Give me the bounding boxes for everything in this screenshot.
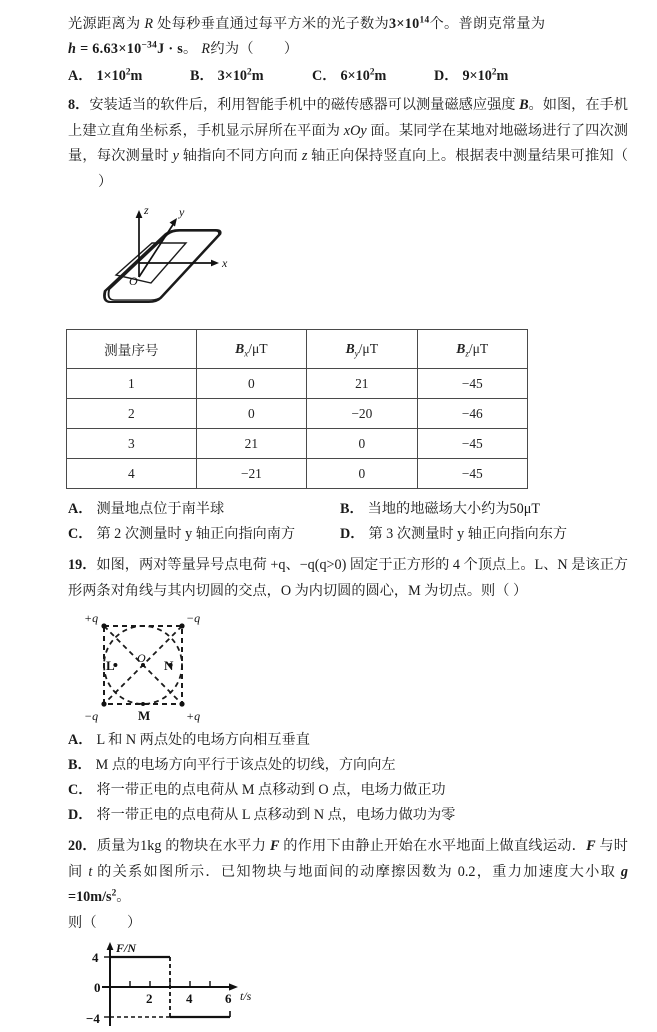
cell-bx: −21	[196, 459, 306, 489]
q7-option-c-text: 6×10	[340, 68, 370, 84]
q20-then-line	[68, 911, 628, 936]
q8-figure-phone	[82, 201, 628, 319]
th-bx-unit: /μT	[248, 341, 268, 356]
charge-dot-bottom-left	[101, 701, 106, 706]
label-point-M: M	[138, 708, 151, 723]
q8-var-xOy: xOy	[343, 122, 367, 139]
q20-then-close: ）	[126, 914, 142, 931]
q20-var-F2: F	[586, 838, 596, 854]
phone-outline-inner	[109, 231, 220, 300]
measurement-table	[66, 329, 528, 489]
q19-option-a[interactable]	[68, 728, 628, 753]
q8-option-a-label: A．	[68, 501, 93, 517]
cell-bx: 0	[196, 399, 306, 429]
q7-var-R: R	[144, 16, 154, 32]
q19-options	[68, 728, 628, 828]
charge-dot-top-right	[179, 623, 184, 628]
q20-number: 20．	[68, 838, 97, 854]
q8-option-d-text: 第 3 次测量时 y 轴正向指向东方	[368, 526, 568, 542]
phone-axes-svg	[82, 201, 312, 319]
q19-option-b-label: B．	[68, 757, 92, 773]
th-bz-sub: z	[465, 348, 469, 359]
table-row	[67, 369, 528, 399]
th-bx-sub: x	[244, 348, 249, 359]
th-by-sym: B	[345, 341, 355, 356]
q7-h-exp: −34	[141, 40, 158, 51]
cell-bx: 0	[196, 369, 306, 399]
q20-figure-graph	[80, 942, 628, 1032]
q19-option-c-label: C．	[68, 782, 93, 798]
table-row	[67, 399, 528, 429]
cell-index: 3	[67, 429, 197, 459]
force-time-chart-svg	[80, 942, 320, 1032]
q19-figure-square	[76, 612, 628, 724]
label-point-N: N	[164, 658, 174, 673]
chart-y-arrow	[107, 942, 114, 950]
q8-text-5: 轴正向保持竖直向上。根据表中测量结果可推知（	[307, 148, 628, 164]
th-by-unit: /μT	[358, 341, 379, 356]
q7-option-c-exp: 2	[369, 67, 375, 78]
q7-option-c-label: C．	[312, 68, 337, 84]
q8-option-d[interactable]	[340, 522, 567, 547]
q8-number: 8．	[68, 97, 90, 113]
q7-option-a-exp: 2	[125, 67, 131, 78]
q19-option-d-text: 将一带正电的点电荷从 L 点移动到 N 点，电场力做功为零	[96, 807, 456, 823]
q7-option-b[interactable]	[190, 64, 312, 89]
q8-options	[68, 497, 628, 547]
chart-ylabel: F/N	[116, 941, 137, 955]
cell-bz: −45	[417, 369, 527, 399]
q7-var-R2: R	[201, 41, 211, 57]
q8-text-2: 。如图，在手机上建立直角坐标系，手机显示屏所在平面为	[68, 97, 628, 139]
cell-bz: −46	[417, 399, 527, 429]
th-bx	[196, 330, 306, 369]
origin-label: O	[129, 274, 138, 288]
chart-x-arrow	[229, 983, 238, 990]
q7-h-value: = 6.63×10	[80, 41, 142, 57]
q7-var-h: h	[68, 41, 77, 57]
th-bz-unit: /μT	[468, 341, 489, 356]
q7-line-2	[68, 37, 628, 62]
q7-option-d-unit: m	[496, 68, 509, 84]
q8-option-b[interactable]	[340, 497, 540, 522]
q19-option-c-text: 将一带正电的点电荷从 M 点移动到 O 点，电场力做正功	[96, 782, 446, 798]
q7-option-d-label: D．	[434, 68, 459, 84]
label-charge-bottom-right: +q	[186, 709, 201, 723]
q19-number: 19．	[68, 557, 97, 573]
label-charge-bottom-left: −q	[84, 709, 99, 723]
q7-value: 3×10	[388, 16, 420, 32]
q7-option-b-unit: m	[251, 68, 264, 84]
q20-text-2: 的作用下由静止开始在水平地面上做直线运动．	[279, 838, 587, 854]
cell-bx: 21	[196, 429, 306, 459]
cell-by: −20	[307, 399, 417, 429]
cell-by: 21	[307, 369, 417, 399]
axis-z-arrow	[136, 210, 143, 218]
q7-option-a-label: A．	[68, 68, 93, 84]
table-header-row	[67, 330, 528, 369]
th-by	[307, 330, 417, 369]
q19-option-c[interactable]	[68, 778, 628, 803]
q19-option-a-label: A．	[68, 732, 93, 748]
chart-ytick-neg4: −4	[86, 1010, 100, 1026]
cell-index: 4	[67, 459, 197, 489]
q8-option-a[interactable]	[68, 497, 340, 522]
q7-text-a: 光源距离为	[68, 16, 141, 32]
q8-option-c-label: C．	[68, 526, 93, 542]
chart-ytick-0: 0	[94, 979, 101, 995]
q7-option-d-exp: 2	[491, 67, 497, 78]
q8-stem	[68, 93, 628, 195]
square-charges-svg	[76, 612, 256, 724]
cell-by: 0	[307, 429, 417, 459]
q7-paren-close: ）	[283, 41, 299, 57]
q20-var-g: g	[620, 863, 628, 880]
q20-text-6: 。	[116, 889, 131, 905]
cell-bz: −45	[417, 459, 527, 489]
q20-text-3: 与时间	[68, 838, 628, 880]
q20-text-5: =10m/s	[68, 889, 112, 905]
th-bz-sym: B	[456, 341, 466, 356]
q8-text-4: 轴指向不同方向而	[178, 148, 302, 164]
q7-option-b-exp: 2	[247, 67, 252, 78]
axis-z-label: z	[144, 203, 149, 217]
q19-stem	[68, 553, 628, 604]
q19-option-b-text: M 点的电场方向平行于该点处的切线，方向向左	[95, 757, 396, 773]
q7-option-d-text: 9×10	[462, 68, 492, 84]
q7-option-a-unit: m	[130, 68, 143, 84]
q8-option-c-text: 第 2 次测量时 y 轴正向指向南方	[96, 526, 296, 542]
charge-dot-top-left	[101, 623, 106, 628]
cell-index: 2	[67, 399, 197, 429]
axis-x-label: x	[222, 256, 228, 270]
q8-option-d-label: D．	[340, 526, 365, 542]
q7-option-c-unit: m	[374, 68, 387, 84]
table-body	[67, 369, 528, 489]
label-point-L: L	[106, 658, 115, 673]
table-row	[67, 459, 528, 489]
axis-y-label: y	[179, 205, 185, 219]
point-dot-M	[141, 702, 145, 706]
q8-option-b-label: B．	[340, 501, 364, 517]
q19-option-d-label: D．	[68, 807, 93, 823]
chart-xtick-2: 2	[146, 990, 153, 1006]
th-bz	[417, 330, 527, 369]
q7-option-d[interactable]	[434, 64, 556, 89]
q7-option-b-label: B．	[190, 68, 214, 84]
q7-option-b-text: 3×10	[217, 68, 248, 84]
q8-text-1: 安装适当的软件后，利用智能手机中的磁传感器可以测量磁感应强度	[89, 97, 520, 113]
label-point-O: O	[137, 651, 146, 665]
cell-index: 1	[67, 369, 197, 399]
q7-option-a-text: 1×10	[96, 68, 126, 84]
q8-options-row-1	[68, 497, 628, 522]
q19-option-b[interactable]	[68, 753, 628, 778]
q20-text-1: 质量为1kg 的物块在水平力	[96, 838, 270, 854]
chart-xtick-4: 4	[186, 990, 193, 1006]
q7-options	[68, 64, 628, 89]
cell-bz: −45	[417, 429, 527, 459]
q20-text-4: 的关系如图所示．已知物块与地面间的动摩擦因数为 0.2，重力加速度大小取	[92, 863, 621, 880]
q8-options-row-2	[68, 522, 628, 547]
th-index-text: 测量序号	[104, 343, 159, 358]
axis-y-arrow	[170, 218, 178, 227]
q8-paren-close: ）	[98, 173, 113, 190]
q20-var-t: t	[88, 863, 93, 880]
q20-exp: 2	[111, 888, 117, 899]
q8-option-a-text: 测量地点位于南半球	[96, 501, 225, 517]
th-bx-sym: B	[235, 341, 245, 356]
page-content	[68, 12, 628, 1032]
q7-h-unit: J · s	[157, 41, 184, 57]
chart-ytick-4: 4	[92, 949, 99, 965]
q7-option-c[interactable]	[312, 64, 434, 89]
chart-xlabel: t/s	[240, 988, 252, 1003]
q19-option-d[interactable]	[68, 803, 628, 828]
q7-punct: 。	[183, 41, 198, 57]
q20-var-F: F	[269, 838, 280, 854]
chart-xtick-6: 6	[225, 990, 232, 1006]
q8-table-wrap	[68, 329, 628, 489]
label-charge-top-left: +q	[84, 612, 99, 625]
q19-option-a-text: L 和 N 两点处的电场方向相互垂直	[96, 732, 310, 748]
th-by-sub: y	[354, 348, 359, 359]
cell-by: 0	[307, 459, 417, 489]
q8-text-3: 面。某同学在某地对地磁场进行了四次测量，每次测量时	[68, 122, 628, 164]
axis-x-arrow	[211, 260, 219, 267]
q7-text-d: 约为（	[210, 41, 254, 57]
q7-option-a[interactable]	[68, 64, 190, 89]
th-index	[67, 330, 197, 369]
q7-text-c: 个。普朗克常量为	[429, 16, 546, 32]
q7-text-b: 处每秒垂直通过每平方米的光子数为	[157, 16, 389, 32]
q8-var-B: B	[519, 97, 529, 113]
q20-stem	[68, 834, 628, 911]
table-row	[67, 429, 528, 459]
q20-then: 则（	[68, 914, 97, 931]
q8-var-z: z	[301, 148, 308, 164]
q7-line-1	[68, 12, 628, 37]
q8-option-b-text: 当地的地磁场大小约为50μT	[367, 501, 540, 517]
q8-var-y: y	[172, 148, 179, 164]
charge-dot-bottom-right	[179, 701, 184, 706]
q19-text: 如图，两对等量异号点电荷 +q、−q(q>0) 固定于正方形的 4 个顶点上。L、N 是该正方形两条对角线与其内切圆的交点，O 为内切圆的圆心，M 为切点。则（ ）	[68, 557, 628, 599]
q7-value-exp: 14	[419, 15, 430, 26]
label-charge-top-right: −q	[186, 612, 201, 625]
q8-option-c[interactable]	[68, 522, 340, 547]
